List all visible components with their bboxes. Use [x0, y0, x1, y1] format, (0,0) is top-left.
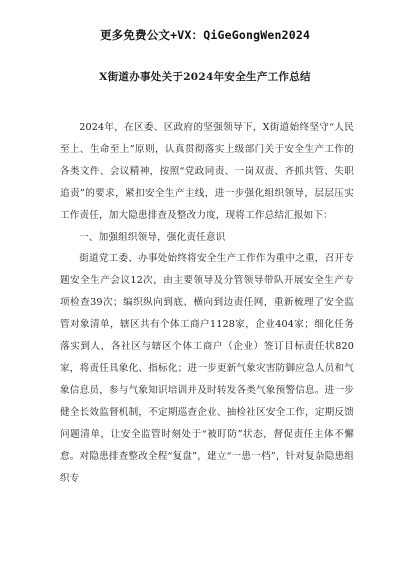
- intro-paragraph: 2024年，在区委、区政府的坚强领导下，X街道始终坚守“人民至上、生命至上”原则，认真贯彻落实上级部门关于安全生产工作的各类文件、会议精神，按照“党政同责、一岗双责、齐抓共管、失职追责”的要求，紧扣安全生产主线，进一步强化组织领导，层层压实工作责任，加大隐患排查及整改力度，现将工作总结汇报如下：: [60, 122, 354, 221]
- document-body: [60, 117, 354, 489]
- document-title: X街道办事处关于2024年安全生产工作总结: [99, 71, 311, 83]
- section-heading: 一、加强组织领导，强化责任意识: [79, 231, 226, 243]
- promo-banner: 更多免费公文+VX：QiGeGongWen2024: [99, 28, 311, 42]
- section-paragraph: 街道党工委、办事处始终将安全生产工作作为重中之重，召开专题安全生产会议12次，由主要领导及分管领导带队开展安全生产专项检查39次；编织纵向到底、横向到边责任网，重新梳理了安全监管对象清单，辖区共有个体工商户1128家，企业404家；细化任务落实到人，各社区与辖区个体工商户（企业）签订目标责任状820家，将责任具象化、指标化；进一步更新气象灾害防御应急人员和气象信息员，参与气象知识培训并及时转发各类气象预警信息。进一步健全长效监督机制，不定期巡查企业、抽检社区安全工作，定期反馈问题清单，让安全监管时刻处于“被盯防”状态，督促责任主体不懈怠。对隐患排查整改全程“复盘”，建立“一患一档”，针对复杂隐患组织专: [60, 253, 354, 484]
